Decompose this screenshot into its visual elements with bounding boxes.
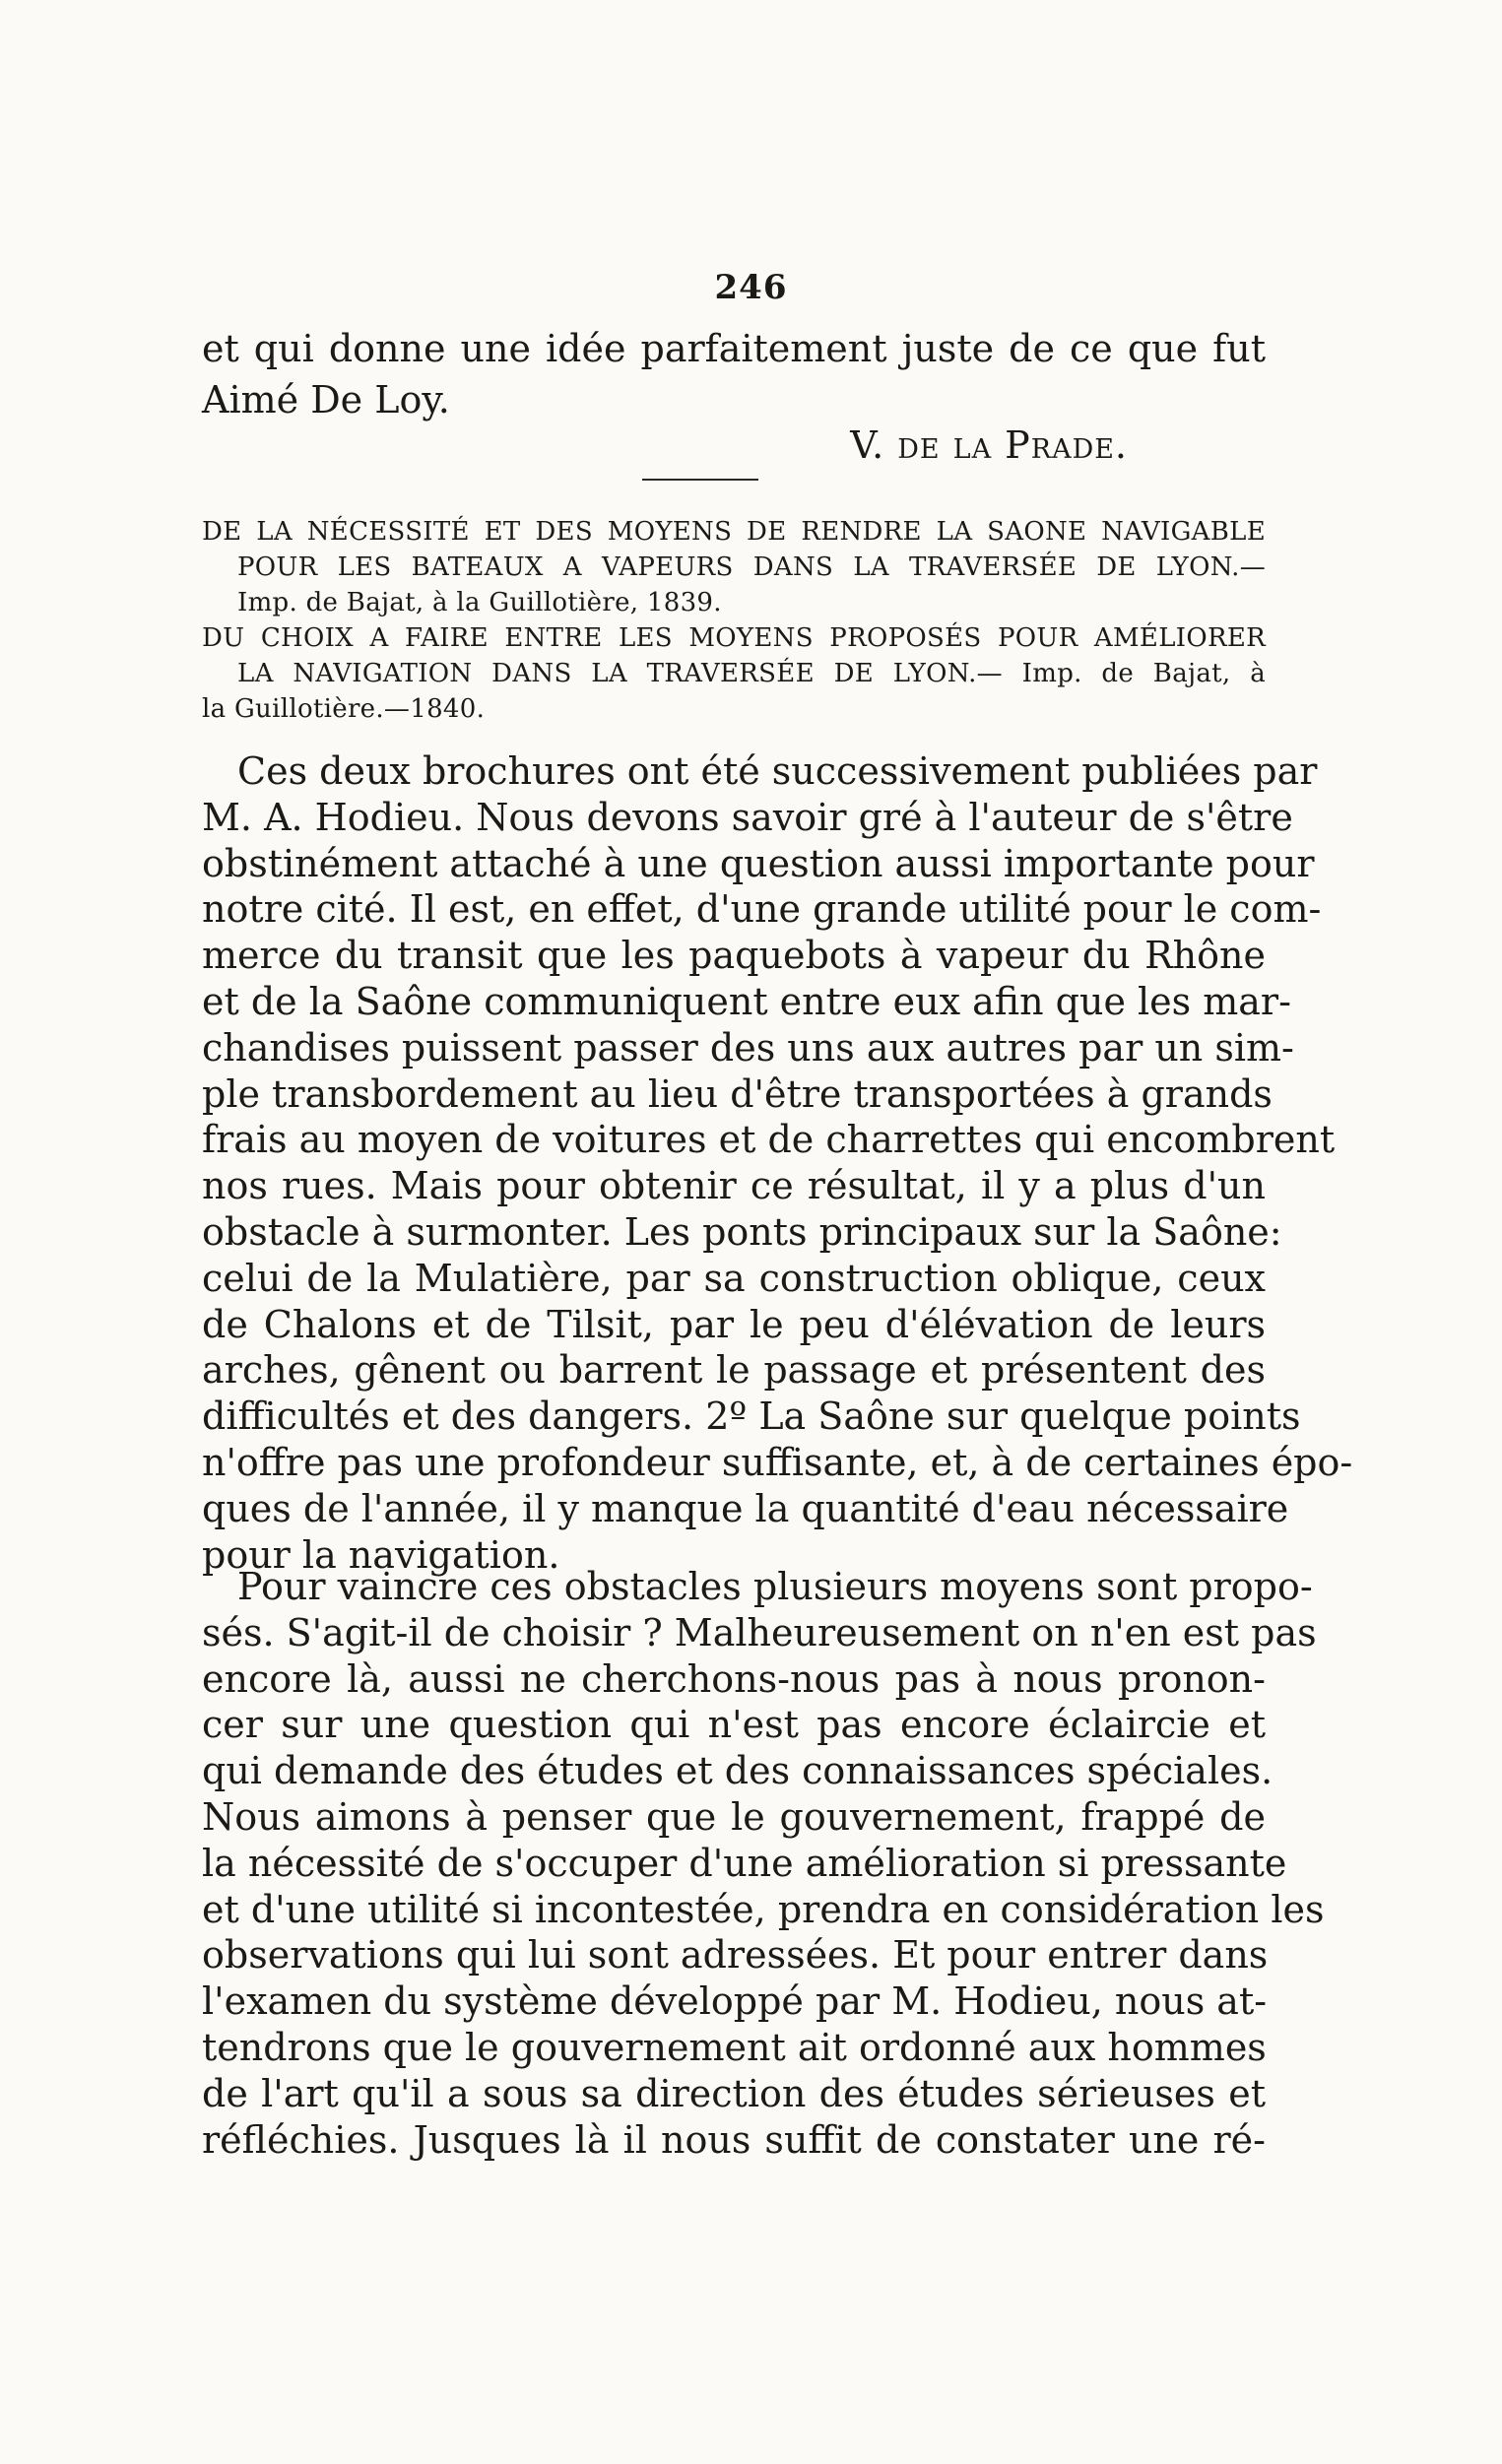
text-line: et de la Saône communiquent entre eux afin que les mar- xyxy=(202,979,1291,1023)
text-line: obstinément attaché à une question aussi importante pour xyxy=(202,841,1315,885)
text-line: tendrons que le gouvernement ait ordonné aux hommes xyxy=(202,2025,1267,2069)
text-line: difficultés et des dangers. 2º La Saône sur quelque points xyxy=(202,1394,1301,1439)
text-line: Nous aimons à penser que le gouvernement, frappé de xyxy=(202,1794,1266,1839)
text-line: de Chalons et de Tilsit, par le peu d'élévation de leurs xyxy=(202,1302,1266,1346)
text-line: M. A. Hodieu. Nous devons savoir gré à l'auteur de s'être xyxy=(202,795,1293,839)
text-line: ple transbordement au lieu d'être transportées à grands xyxy=(202,1071,1273,1116)
text-line: ques de l'année, il y manque la quantité d'eau nécessaire xyxy=(202,1486,1289,1530)
text-line: la nécessité de s'occuper d'une amélioration si pressante xyxy=(202,1841,1287,1885)
text-line: qui demande des études et des connaissances spéciales. xyxy=(202,1749,1273,1793)
author-signature: V. de la Prade. xyxy=(850,423,1128,467)
text-line: sés. S'agit-il de choisir ? Malheureusement on n'en est pas xyxy=(202,1610,1317,1654)
text-line: Aimé De Loy. xyxy=(202,378,450,421)
text-line: l'examen du système développé par M. Hodieu, nous at- xyxy=(202,1979,1268,2024)
paragraph-2 xyxy=(202,1564,1325,2163)
bibliography-line: POUR LES BATEAUX A VAPEURS DANS LA TRAVERSÉE DE LYON.— xyxy=(237,552,1266,582)
text-line: et qui donne une idée parfaitement juste de ce que fut xyxy=(202,327,1266,370)
text-line: encore là, aussi ne cherchons-nous pas à nous pronon- xyxy=(202,1656,1266,1701)
text-line: n'offre pas une profondeur suffisante, et, à de certaines épo- xyxy=(202,1440,1353,1484)
text-line: cer sur une question qui n'est pas encore éclaircie et xyxy=(202,1703,1266,1747)
text-line: arches, gênent ou barrent le passage et présentent des xyxy=(202,1348,1266,1393)
text-line: notre cité. Il est, en effet, d'une grande utilité pour le com- xyxy=(202,887,1322,932)
text-line: celui de la Mulatière, par sa construction oblique, ceux xyxy=(202,1256,1266,1300)
page-number: 246 xyxy=(714,268,788,307)
bibliography-line: DU CHOIX A FAIRE ENTRE LES MOYENS PROPOSÉS POUR AMÉLIORER xyxy=(202,623,1266,653)
paragraph-1 xyxy=(202,748,1353,1578)
intro-text xyxy=(202,323,1266,425)
text-line: Ces deux brochures ont été successivement publiées par xyxy=(237,749,1318,793)
section-divider xyxy=(642,479,758,481)
text-line: Pour vaincre ces obstacles plusieurs moyens sont propo- xyxy=(237,1565,1313,1608)
bibliography-line: Imp. de Bajat, à la Guillotière, 1839. xyxy=(237,588,722,617)
text-line: et d'une utilité si incontestée, prendra en considération les xyxy=(202,1887,1325,1931)
text-line: de l'art qu'il a sous sa direction des études sérieuses et xyxy=(202,2071,1266,2115)
text-line: chandises puissent passer des uns aux autres par un sim- xyxy=(202,1025,1294,1070)
text-line: nos rues. Mais pour obtenir ce résultat, il y a plus d'un xyxy=(202,1164,1266,1208)
bibliography-entries xyxy=(202,514,1266,727)
bibliography-line: LA NAVIGATION DANS LA TRAVERSÉE DE LYON.— Imp. de Bajat, à xyxy=(237,659,1266,688)
bibliography-line: DE LA NÉCESSITÉ ET DES MOYENS DE RENDRE LA SAONE NAVIGABLE xyxy=(202,517,1266,547)
text-line: réfléchies. Jusques là il nous suffit de constater une ré- xyxy=(202,2117,1266,2162)
bibliography-line: la Guillotière.—1840. xyxy=(202,694,486,724)
text-line: pour la navigation. xyxy=(202,1532,560,1577)
text-line: obstacle à surmonter. Les ponts principaux sur la Saône: xyxy=(202,1209,1282,1254)
text-line: frais au moyen de voitures et de charrettes qui encombrent xyxy=(202,1118,1336,1162)
text-line: observations qui lui sont adressées. Et pour entrer dans xyxy=(202,1933,1269,1978)
text-line: merce du transit que les paquebots à vapeur du Rhône xyxy=(202,934,1266,978)
